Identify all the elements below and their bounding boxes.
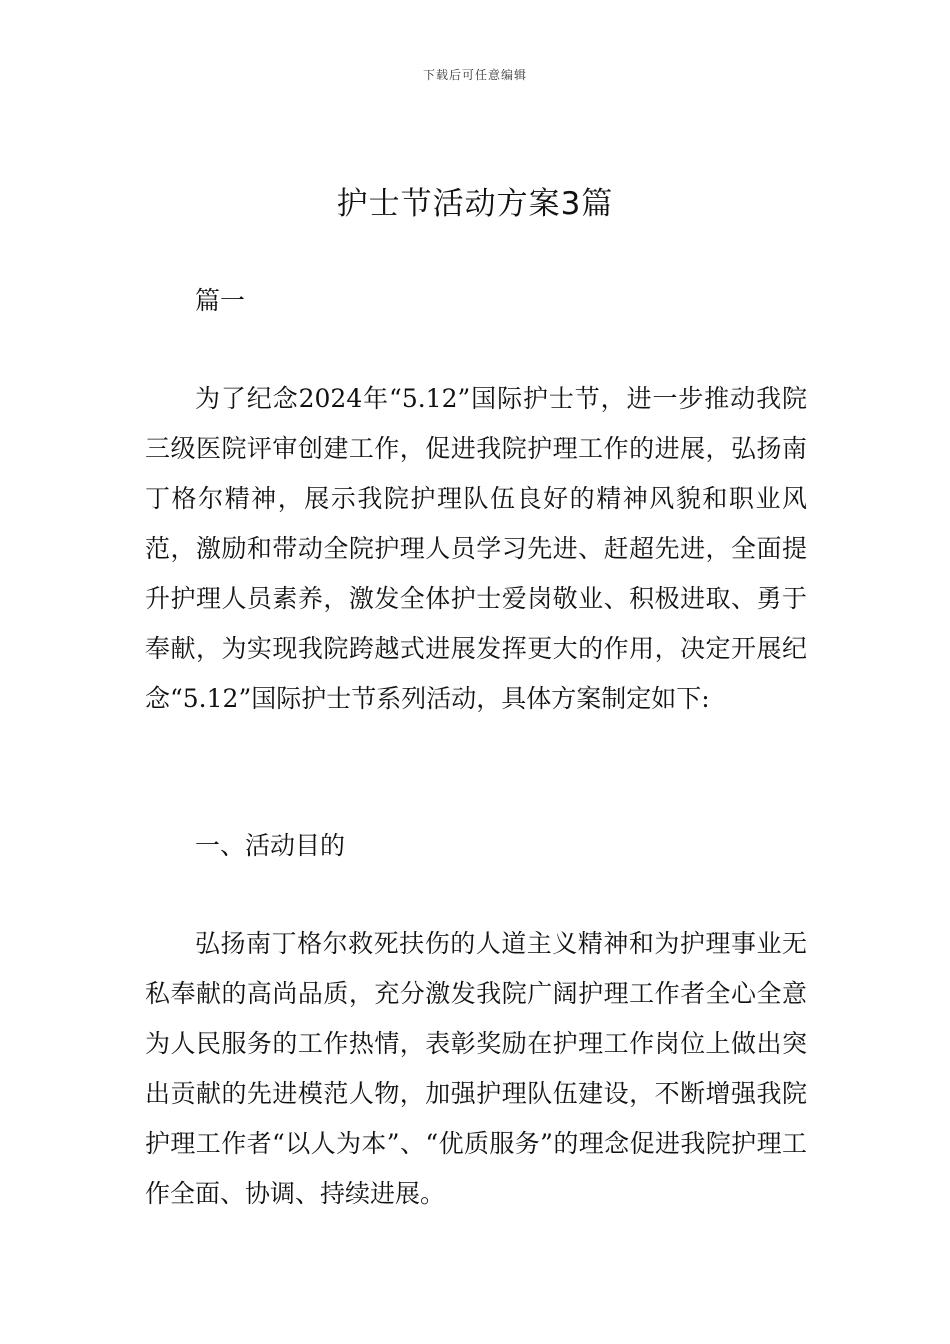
purpose-paragraph: 弘扬南丁格尔救死扶伤的人道主义精神和为护理事业无私奉献的高尚品质，充分激发我院广阔护理工作者全心全意为人民服务的工作热情，表彰奖励在护理工作岗位上做出突出贡献的先进模范人物，加强护理队伍建设，不断增强我院护理工作者“以人为本”、“优质服务”的理念促进我院护理工作全面、协调、持续进展。 — [145, 929, 807, 1208]
intro-paragraph: 为了纪念2024年“5.12”国际护士节，进一步推动我院三级医院评审创建工作，促进我院护理工作的进展，弘扬南丁格尔精神，展示我院护理队伍良好的精神风貌和职业风范，激励和带动全院护理人员学习先进、赶超先进，全面提升护理人员素养，激发全体护士爱岗敬业、积极进取、勇于奉献，为实现我院跨越式进展发挥更大的作用，决定开展纪念“5.12”国际护士节系列活动，具体方案制定如下: — [145, 384, 807, 713]
header-note: 下载后可任意编辑 — [422, 68, 527, 82]
document-title: 护士节活动方案3篇 — [336, 186, 614, 222]
section-label: 篇一 — [195, 286, 246, 315]
section-heading: 一、活动目的 — [195, 831, 346, 860]
